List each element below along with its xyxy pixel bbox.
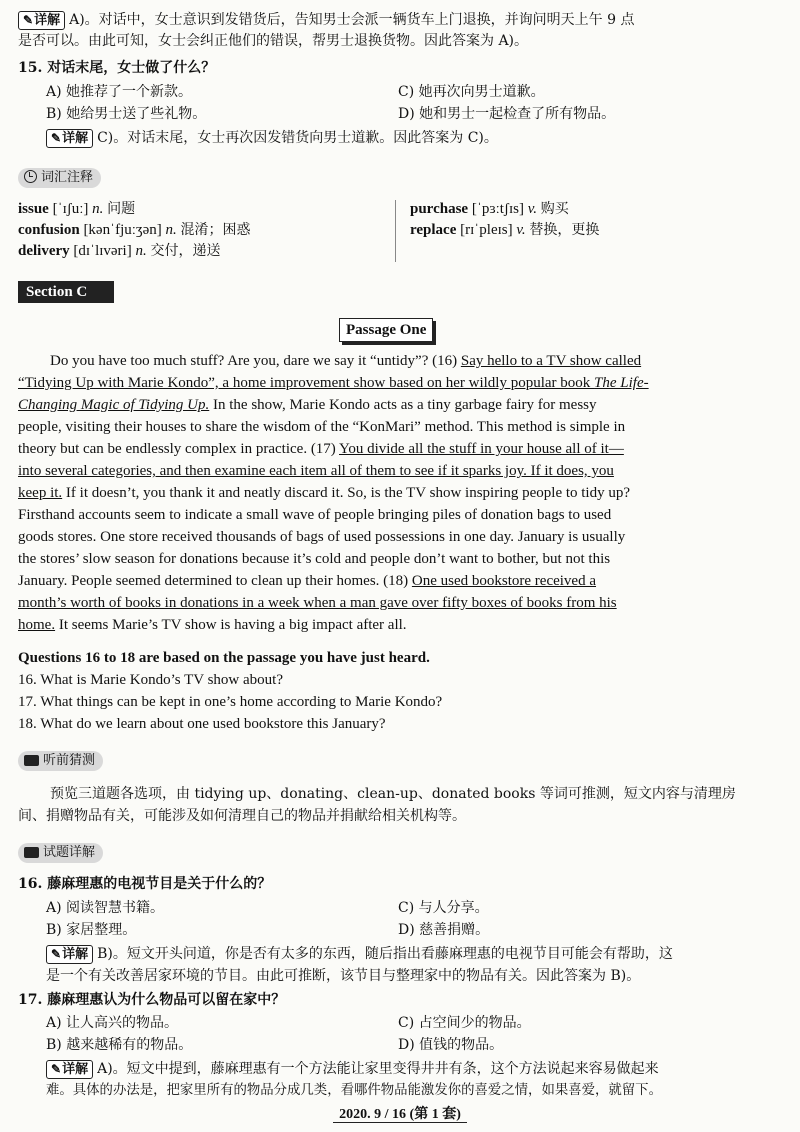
option-b: B) 家居整理。 — [46, 922, 137, 938]
vocab-item: delivery [dɪˈlɪvəri] n. 交付，递送 — [18, 243, 221, 259]
passage-line: January. People seemed determined to clean up their homes. (18) One used bookstore received a — [18, 573, 597, 589]
question-18: 18. What do we learn about one used bookstore this January? — [18, 716, 386, 732]
explain-tag: ✎详解 — [18, 11, 65, 30]
clock-icon — [24, 170, 37, 183]
book-icon — [24, 847, 39, 858]
passage-label: Passage One — [339, 318, 433, 342]
option-d: D) 值钱的物品。 — [398, 1037, 504, 1053]
pen-icon: ✎ — [51, 947, 62, 961]
option-a: A) 阅读智慧书籍。 — [46, 900, 165, 916]
explain-tag: ✎详解 — [46, 1060, 93, 1079]
explain-line: 难。具体的办法是，把家里所有的物品分成几类，看哪件物品能激发你的喜爱之情，如果喜爱，就留下。 — [46, 1083, 662, 1098]
option-a: A) 让人高兴的物品。 — [46, 1015, 179, 1031]
section-label: Section C — [18, 281, 114, 303]
question-title: 17. 藤麻理惠认为什么物品可以留在家中？ — [18, 992, 286, 1008]
option-d: D) 她和男士一起检查了所有物品。 — [398, 106, 616, 122]
passage-line: month’s worth of books in donations in a week when a man gave over fifty boxes of books from his — [18, 595, 617, 611]
preview-header: 听前猜测 — [18, 751, 103, 771]
passage-line: “Tidying Up with Marie Kondo”, a home improvement show based on her wildly popular book The Life- — [18, 375, 649, 391]
explain-line: ✎详解 B)。短文开头问道，你是否有太多的东西，随后指出看藤麻理惠的电视节目可能会有帮助，这 — [46, 944, 673, 964]
passage-line: people, visiting their houses to share the wisdom of the “KonMari” method. This method is simple in — [18, 419, 626, 435]
option-c: C) 她再次向男士道歉。 — [398, 84, 545, 100]
explain-line: 是一个有关改善居家环境的节目。由此可推断，该节目与整理家中的物品有关。因此答案为 B)。 — [46, 968, 641, 984]
passage-line: Firsthand accounts seem to indicate a small wave of people bringing piles of donation bags to used — [18, 507, 612, 523]
page-footer: 2020. 9 / 16 (第 1 套) — [0, 1103, 800, 1123]
passage-line: keep it. If it doesn’t, you thank it and neatly discard it. So, is the TV show inspiring people to tidy up? — [18, 485, 631, 501]
option-b: B) 越来越稀有的物品。 — [46, 1037, 193, 1053]
explain-line: 是否可以。由此可知，女士会纠正他们的错误，帮男士退换货物。因此答案为 A)。 — [18, 33, 529, 49]
option-b: B) 她给男士送了些礼物。 — [46, 106, 207, 122]
question-16: 16. What is Marie Kondo’s TV show about? — [18, 672, 283, 688]
option-a: A) 她推荐了一个新款。 — [46, 84, 193, 100]
vocab-divider — [395, 200, 396, 262]
option-c: C) 占空间少的物品。 — [398, 1015, 531, 1031]
passage-line: the stores’ slow season for donations because it’s cold and people don’t want to bother, but not this — [18, 551, 611, 567]
questions-title: Questions 16 to 18 are based on the passage you have just heard. — [18, 650, 430, 666]
question-title: 15. 对话末尾，女士做了什么？ — [18, 60, 216, 76]
explain-tag: ✎详解 — [46, 129, 93, 148]
vocab-item: purchase [ˈpɜːtʃɪs] v. 购买 — [410, 201, 569, 217]
vocab-header: 词汇注释 — [18, 168, 101, 188]
explain-line: ✎详解 C)。对话末尾，女士再次因发错货向男士道歉。因此答案为 C)。 — [46, 128, 498, 148]
passage-line: theory but can be endlessly complex in practice. (17) You divide all the stuff in your house all of it— — [18, 441, 624, 457]
explain-line: ✎详解 A)。短文中提到，藤麻理惠有一个方法能让家里变得井井有条，这个方法说起来容易做起来 — [46, 1059, 659, 1079]
preview-line: 间、捐赠物品有关，可能涉及如何清理自己的物品并捐献给相关机构等。 — [18, 808, 466, 824]
preview-line: 预览三道题各选项，由 tidying up、donating、clean-up、donated books 等词可推测，短文内容与清理房 — [50, 786, 736, 802]
pen-icon: ✎ — [23, 13, 34, 27]
pen-icon: ✎ — [51, 1062, 62, 1076]
book-icon — [24, 755, 39, 766]
passage-line: Do you have too much stuff? Are you, dare we say it “untidy”? (16) Say hello to a TV show called — [50, 353, 642, 369]
vocab-item: issue [ˈɪʃuː] n. 问题 — [18, 201, 136, 217]
explain-line: ✎详解 A)。对话中，女士意识到发错货后，告知男士会派一辆货车上门退换，并询问明天上午 9 点 — [18, 10, 634, 30]
passage-line: home. It seems Marie’s TV show is having a big impact after all. — [18, 617, 407, 633]
passage-line: into several categories, and then examine each item all of them to see if it sparks joy. If it does, you — [18, 463, 614, 479]
explain-tag: ✎详解 — [46, 945, 93, 964]
question-17: 17. What things can be kept in one’s home according to Marie Kondo? — [18, 694, 443, 710]
passage-line: goods stores. One store received thousands of bags of used possessions in one day. January is usually — [18, 529, 626, 545]
pen-icon: ✎ — [51, 131, 62, 145]
detail-header: 试题详解 — [18, 843, 103, 863]
option-d: D) 慈善捐赠。 — [398, 922, 490, 938]
question-title: 16. 藤麻理惠的电视节目是关于什么的？ — [18, 876, 272, 892]
passage-line: Changing Magic of Tidying Up. In the show, Marie Kondo acts as a tiny garbage fairy for messy — [18, 397, 597, 413]
option-c: C) 与人分享。 — [398, 900, 489, 916]
vocab-item: confusion [kənˈfjuːʒən] n. 混淆；困惑 — [18, 222, 251, 238]
vocab-item: replace [rɪˈpleɪs] v. 替换，更换 — [410, 222, 600, 238]
